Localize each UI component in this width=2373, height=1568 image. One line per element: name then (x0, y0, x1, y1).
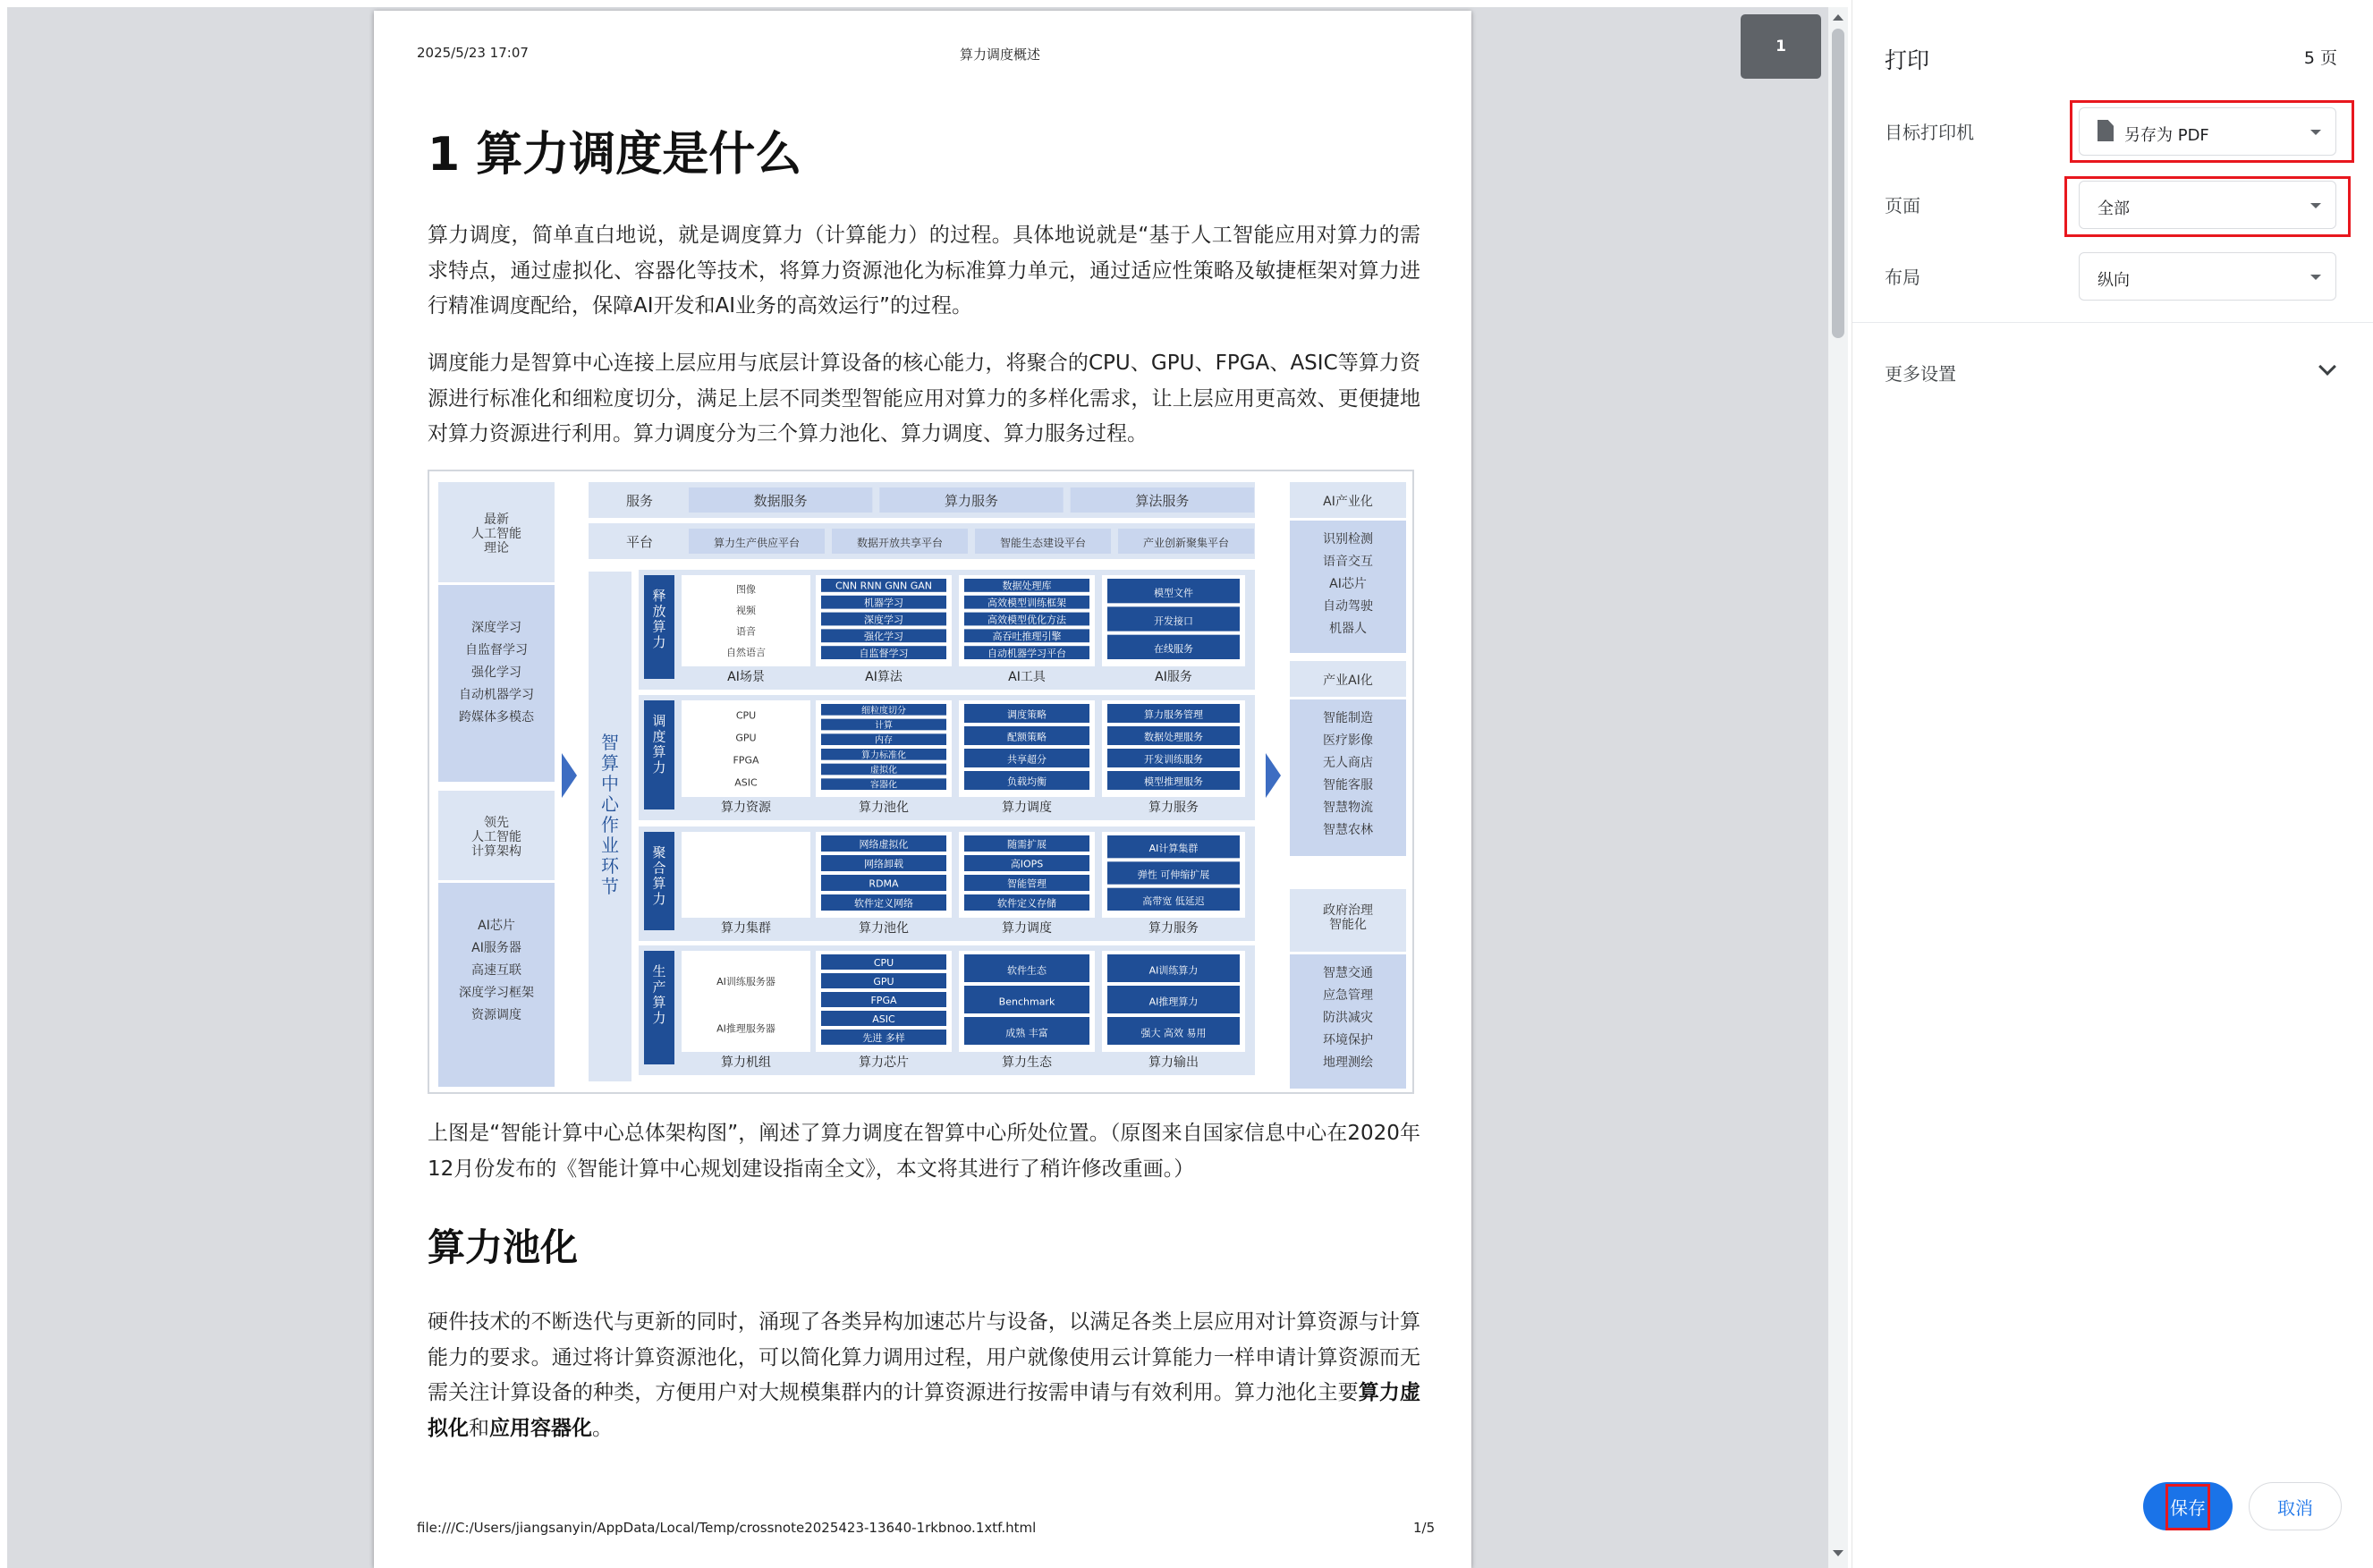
chevron-down-icon (2310, 275, 2321, 280)
more-settings-toggle[interactable]: 更多设置 (1885, 363, 1956, 385)
band-sub-item: 高IOPS (1010, 858, 1044, 870)
band-sub-item: 图像 (736, 583, 756, 596)
band-group-label: 算力服务 (1148, 921, 1199, 936)
band-group-label: 算力资源 (721, 801, 771, 815)
band-tag: 算 (652, 618, 666, 635)
architecture-diagram (428, 470, 1414, 1094)
band-sub-item: CNN RNN GNN GAN (835, 580, 932, 592)
band-tag: 力 (652, 759, 666, 776)
band-sub-item: 软件定义存储 (997, 897, 1056, 910)
center-column-label: 节 (601, 876, 619, 897)
band-sub-item: 容器化 (870, 780, 897, 791)
band-sub-item: 高带宽 低延迟 (1142, 894, 1205, 907)
preview-page (374, 11, 1471, 1568)
layout-select[interactable] (2079, 252, 2336, 301)
expand-chevron-icon[interactable] (2318, 358, 2336, 376)
left-block-items-bg (438, 585, 555, 782)
band-tag: 算 (652, 875, 666, 892)
band-sub-item: Benchmark (998, 996, 1055, 1008)
left-block-item: 深度学习 (471, 621, 521, 635)
doc-heading-1: 1 算力调度是什么 (428, 128, 802, 182)
band-group-label: AI场景 (727, 670, 765, 684)
band-sub-item: CPU (873, 957, 894, 970)
band-tag: 产 (652, 979, 666, 996)
band-sub-item: 计算 (875, 721, 893, 731)
page-header-datetime: 2025/5/23 17:07 (417, 45, 529, 61)
doc-heading-2: 算力池化 (428, 1225, 579, 1269)
left-block-item: 高速互联 (471, 963, 521, 978)
band-sub-item: 共享超分 (1007, 753, 1047, 766)
band-sub-item: FPGA (870, 995, 897, 1007)
band-tag: 力 (652, 1009, 666, 1026)
band-group-label: 算力服务 (1148, 801, 1199, 815)
p4-text-d: 。 (592, 1416, 613, 1440)
right-block-item: 智慧物流 (1323, 801, 1373, 815)
band-sub-item: AI训练服务器 (716, 976, 775, 988)
band-sub-item: 数据处理库 (1002, 580, 1052, 592)
band-group-label: 算力调度 (1002, 801, 1052, 815)
panel-divider (1852, 322, 2373, 323)
top-row-label: 服务 (625, 493, 654, 509)
page-footer-path: file:///C:/Users/jiangsanyin/AppData/Local/Temp/crossnote2025423-13640-1rkbnoo.1xtf.html (417, 1520, 1037, 1536)
band-sub-item: 强大 高效 易用 (1140, 1027, 1207, 1039)
band-group-label: 算力池化 (859, 921, 909, 936)
top-row-item: 产业创新聚集平台 (1142, 537, 1230, 549)
band-sub-item: 模型推理服务 (1144, 776, 1203, 788)
band-sub-item: 高效模型训练框架 (987, 597, 1066, 609)
band-sub-item: 成熟 丰富 (1005, 1027, 1048, 1039)
band-sub-item: 深度学习 (864, 614, 903, 626)
arrow-right-icon (562, 753, 577, 798)
doc-paragraph-1: 算力调度，简单直白地说，就是调度算力（计算能力）的过程。具体地说就是“基于人工智能应用对算力的需求特点，通过虚拟化、容器化等技术，将算力资源池化为标准算力单元，通过适应性策略及敏捷框架对算力进行精准调度配给，保障AI开发和AI业务的高效运行”的过程。 (428, 224, 1420, 318)
left-block-title: 领先 (484, 816, 509, 830)
center-column-label: 环 (601, 855, 619, 877)
band-sub-item: 开发训练服务 (1144, 753, 1203, 766)
band-sub-item: 软件生态 (1007, 964, 1047, 977)
left-block-item: AI服务器 (471, 941, 521, 955)
band-group-label: 算力池化 (859, 801, 909, 815)
highlight-box-destination (2070, 100, 2354, 163)
print-settings-panel (1852, 0, 2373, 1568)
band-sub-item: 自监督学习 (859, 647, 909, 659)
band-sub-item: 软件定义网络 (854, 897, 913, 910)
right-block-item: 语音交互 (1323, 555, 1373, 569)
band-sub-item: GPU (873, 976, 894, 988)
band-tag: 合 (652, 860, 666, 877)
right-block-item: 智能客服 (1323, 778, 1373, 792)
band-sub-item: ASIC (734, 776, 758, 789)
scroll-down-icon[interactable] (1833, 1550, 1843, 1556)
band-group-label: 算力输出 (1148, 1055, 1199, 1070)
band-sub-item: 虚拟化 (870, 766, 897, 776)
center-column-label: 智 (601, 732, 619, 753)
band-sub-item: 网络卸载 (864, 858, 903, 870)
left-block-item: 深度学习框架 (459, 986, 534, 1000)
left-block-item: 强化学习 (471, 665, 521, 680)
band-sub-item: AI推理服务器 (716, 1022, 775, 1035)
page-footer-number: 1/5 (1413, 1520, 1436, 1536)
top-row-item: 智能生态建设平台 (999, 537, 1087, 549)
band-sub-item: AI训练算力 (1148, 964, 1199, 977)
doc-paragraph-3: 上图是“智能计算中心总体架构图”，阐述了算力调度在智算中心所处位置。（原图来自国家信息中心在2020年12月份发布的《智能计算中心规划建设指南全文》，本文将其进行了稍许修改重画。） (428, 1122, 1420, 1181)
left-block-items-bg (438, 883, 555, 1087)
top-row-label: 平台 (625, 534, 654, 550)
band-sub-item: 算力标准化 (861, 750, 906, 761)
doc-paragraph-4 (428, 1305, 1420, 1446)
band-sub-item: 强化学习 (864, 631, 903, 643)
band-group-label: 算力芯片 (859, 1055, 909, 1070)
right-block-item: 智慧交通 (1323, 966, 1373, 980)
band-group-label: AI服务 (1155, 670, 1192, 684)
band-group-label: 算力生态 (1002, 1055, 1052, 1070)
layout-label: 布局 (1885, 267, 1920, 288)
band-sub-item: AI推理算力 (1148, 996, 1199, 1008)
left-block-title: 理论 (484, 541, 509, 556)
right-block-item: 智慧农林 (1323, 823, 1373, 837)
band-sub-item: 视频 (736, 604, 756, 616)
band-group-label: AI算法 (865, 670, 903, 684)
band-sub-item: 高吞吐推理引擎 (992, 631, 1062, 643)
center-column-label: 业 (601, 835, 619, 856)
band-sub-item: 细粒度切分 (861, 706, 906, 716)
band-sub-item: 内存 (875, 735, 893, 746)
band-sub-item: 先进 多样 (862, 1032, 905, 1045)
band-sub-item: ASIC (872, 1013, 895, 1026)
band-group-label: 算力调度 (1002, 921, 1052, 936)
band-tag: 算 (652, 743, 666, 760)
band-sub-item: 随需扩展 (1007, 838, 1047, 851)
top-row-item: 算力生产供应平台 (713, 537, 801, 549)
right-block-item: 防洪减灾 (1323, 1011, 1373, 1025)
band-sub-item: CPU (735, 709, 757, 722)
right-block-item: 识别检测 (1323, 532, 1373, 547)
left-block-item: 自监督学习 (465, 643, 528, 657)
p4-bold-2: 应用容器化 (489, 1416, 592, 1440)
left-block-item: AI芯片 (478, 919, 515, 933)
band-tag: 聚 (652, 844, 666, 860)
page-count: 5 页 (2303, 48, 2337, 68)
left-block-title: 计算架构 (471, 844, 521, 860)
right-block-item: 自动驾驶 (1323, 599, 1373, 614)
band-sub-item: 数据处理服务 (1144, 731, 1203, 743)
band-tag: 生 (652, 963, 666, 979)
band-sub-item: 智能管理 (1007, 877, 1047, 890)
band-sub-item: 自然语言 (726, 646, 766, 658)
band-sub-item: 语音 (736, 625, 756, 638)
band-sub-item: 配额策略 (1007, 731, 1047, 743)
right-block-item: AI芯片 (1329, 577, 1367, 591)
left-block-item: 资源调度 (471, 1008, 521, 1022)
right-block-title: 智能化 (1329, 918, 1367, 933)
band-sub-item: 机器学习 (864, 597, 903, 609)
architecture-diagram-svg (429, 471, 1412, 1092)
right-block-item: 智能制造 (1323, 711, 1373, 725)
destination-value: 另存为 PDF (2124, 126, 2209, 145)
band-sub-item: 模型文件 (1154, 587, 1193, 599)
band-sub-item: FPGA (733, 754, 759, 767)
band-sub-item: 自动机器学习平台 (987, 647, 1066, 659)
right-block-item: 环境保护 (1323, 1033, 1373, 1047)
right-block-item: 医疗影像 (1323, 733, 1373, 748)
arrow-right-icon (1266, 753, 1281, 798)
band-group-label: 算力机组 (721, 1055, 771, 1070)
band-sub-item: 网络虚拟化 (859, 838, 909, 851)
save-button[interactable]: 保存 (2143, 1482, 2233, 1530)
left-block-title: 人工智能 (471, 830, 521, 845)
highlight-box-save (2165, 1484, 2210, 1530)
doc-paragraph-2: 调度能力是智算中心连接上层应用与底层计算设备的核心能力，将聚合的CPU、GPU、FPGA、ASIC等算力资源进行标准化和细粒度切分，满足上层不同类型智能应用对算力的多样化需求，让上层应用更高效、更便捷地对算力资源进行利用。算力调度分为三个算力池化、算力调度、算力服务过程。 (428, 352, 1420, 445)
print-title: 打印 (1885, 47, 1930, 73)
band-group-label: 算力集群 (721, 921, 771, 936)
left-block-item: 自动机器学习 (459, 688, 534, 702)
band-group-bg (682, 832, 810, 918)
p4-text-c: 和 (469, 1416, 489, 1440)
top-row-item: 算力服务 (944, 493, 999, 509)
band-tag: 力 (652, 890, 666, 907)
center-column-label: 心 (601, 793, 619, 815)
left-block-title: 最新 (484, 513, 509, 527)
top-row-item: 数据开放共享平台 (856, 537, 944, 549)
right-block-item: 地理测绘 (1323, 1055, 1373, 1070)
band-sub-item: 高效模型优化方法 (987, 614, 1066, 626)
band-sub-item: 负载均衡 (1007, 776, 1047, 788)
band-sub-item: AI计算集群 (1148, 843, 1199, 855)
center-column-label: 作 (601, 814, 619, 835)
preview-area (7, 7, 1828, 1568)
top-row-item: 算法服务 (1135, 493, 1190, 509)
band-tag: 算 (652, 994, 666, 1011)
right-block-item: 应急管理 (1323, 988, 1373, 1003)
band-tag: 力 (652, 633, 666, 650)
top-row-item: 数据服务 (753, 493, 808, 509)
band-tag: 调 (652, 713, 666, 729)
band-tag: 放 (652, 603, 666, 620)
band-sub-item: 开发接口 (1154, 614, 1193, 627)
left-block-item: 跨媒体多模态 (459, 710, 534, 725)
band-sub-item: 调度策略 (1007, 708, 1047, 721)
center-column-label: 算 (601, 752, 619, 774)
band-sub-item: RDMA (869, 877, 899, 890)
cancel-button[interactable]: 取消 (2249, 1482, 2342, 1530)
page-number-badge[interactable]: 1 (1741, 14, 1821, 79)
right-block-item: 无人商店 (1323, 756, 1373, 770)
highlight-box-pages (2064, 176, 2351, 237)
band-sub-item: 弹性 可伸缩扩展 (1137, 869, 1210, 881)
right-block-title: 政府治理 (1323, 903, 1373, 918)
right-block-item: 机器人 (1329, 622, 1367, 636)
page-header-title: 算力调度概述 (960, 47, 1041, 63)
p4-bold-1: 算力虚拟化 (428, 1381, 1421, 1440)
layout-value: 纵向 (2098, 271, 2130, 290)
destination-label: 目标打印机 (1885, 122, 1974, 143)
band-sub-item: 算力服务管理 (1144, 708, 1203, 721)
preview-scrollbar[interactable] (1828, 7, 1848, 1568)
band-sub-item: GPU (735, 732, 757, 744)
band-group-label: AI工具 (1008, 670, 1046, 684)
center-column-label: 中 (601, 773, 619, 794)
band-tag: 释 (652, 588, 666, 604)
pages-value: 全部 (2098, 199, 2130, 218)
right-block-title: AI产业化 (1323, 495, 1373, 509)
scrollbar-thumb[interactable] (1832, 29, 1844, 338)
band-sub-item: 在线服务 (1154, 643, 1193, 656)
scroll-up-icon[interactable] (1833, 14, 1843, 21)
pages-label: 页面 (1885, 195, 1920, 216)
band-tag: 度 (652, 728, 666, 745)
left-block-title: 人工智能 (471, 527, 521, 542)
p4-text-a: 硬件技术的不断迭代与更新的同时，涌现了各类异构加速芯片与设备，以满足各类上层应用对计算资源与计算能力的要求。通过将计算资源池化，可以简化算力调用过程，用户就像使用云计算能力一样申请计算资源而无需关注计算设备的种类，方便用户对大规模集群内的计算资源进行按需申请与有效利用。算力池化主要 (428, 1310, 1420, 1404)
right-block-title: 产业AI化 (1323, 674, 1373, 688)
band-group-bg (682, 951, 810, 1052)
